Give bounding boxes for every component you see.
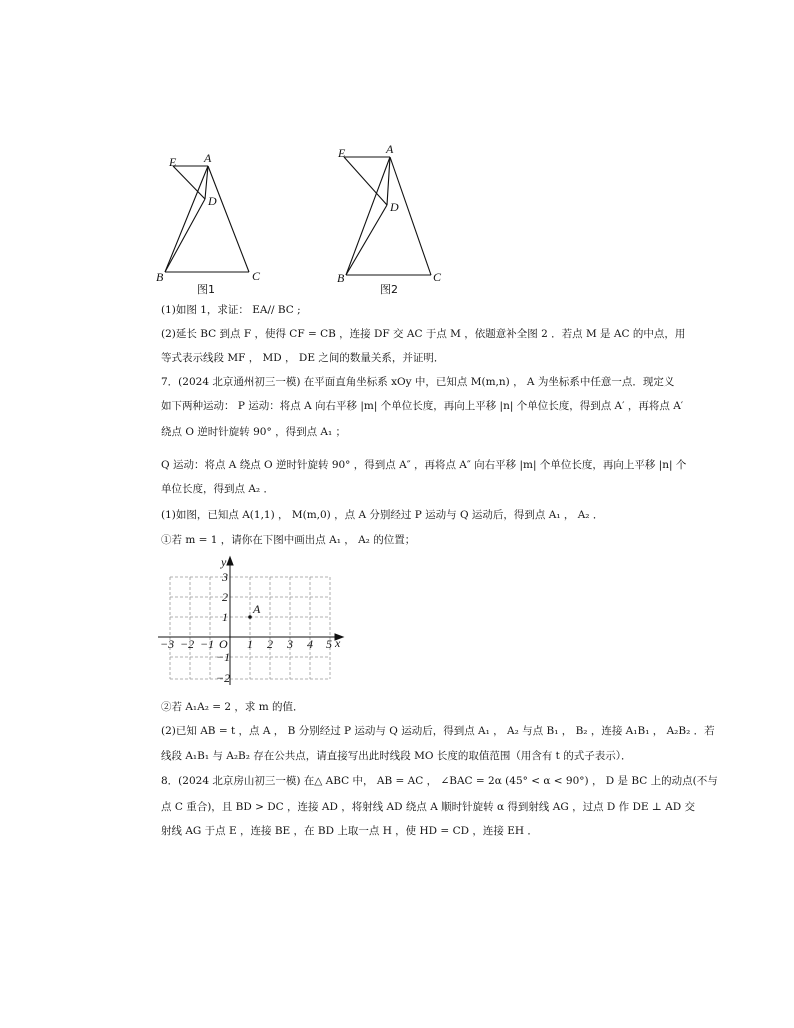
q6-part2-line1: (2)延长 BC 到点 F ，使得 CF = CB ，连接 DF 交 AC 于点 M ，依题意补全图 2 ．若点 M 是 AC 的中点，用 (161, 328, 686, 340)
q7-part1-sub1: ①若 m = 1 ，请你在下图中画出点 A₁ ， A₂ 的位置； (161, 534, 416, 546)
q7-part1: (1)如图，已知点 A(1,1) ， M(m,0) ，点 A 分别经过 P 运动与 Q 运动后，得到点 A₁ ， A₂ ． (161, 509, 604, 521)
y-tick: 2 (222, 590, 228, 604)
q7-q-motion-line2: 单位长度，得到点 A₂ ． (161, 483, 274, 495)
fig2-caption: 图2 (380, 283, 398, 296)
q7-part2-line1: (2)已知 AB = t ，点 A ， B 分别经过 P 运动与 Q 运动后，得到点 A₁ ， A₂ 与点 B₁ ， B₂ ，连接 A₁B₁ ， A₂B₂ ．若 (161, 725, 715, 737)
x-tick: 4 (307, 637, 313, 651)
point-a-label: A (253, 602, 261, 616)
q8-line2: 点 C 重合)，且 BD > DC ，连接 AD ，将射线 AD 绕点 A 顺时针旋转 α 得到射线 AG ，过点 D 作 DE ⊥ AD 交 (161, 801, 695, 813)
q8-line3: 射线 AG 于点 E ，连接 BE ，在 BD 上取一点 H ，使 HD = CD ，连接 EH ． (161, 825, 538, 837)
fig2-label-b: B (337, 271, 345, 285)
fig1-label-c: C (252, 269, 261, 283)
fig1-label-d: D (208, 194, 217, 208)
q7-intro-line1: 7．(2024 北京通州初三一模) 在平面直角坐标系 xOy 中，已知点 M(m,n) ， A 为坐标系中任意一点．现定义 (161, 376, 675, 388)
origin-label: O (219, 637, 228, 651)
q7-q-motion-line1: Q 运动：将点 A 绕点 O 逆时针旋转 90° ，得到点 A″ ，再将点 A″ 向右平移 |m| 个单位长度，再向上平移 |n| 个 (161, 459, 687, 471)
figure-2 (335, 142, 450, 297)
y-axis-label: y (221, 555, 227, 569)
q6-part2-line2: 等式表示线段 MF ， MD ， DE 之间的数量关系，并证明． (161, 352, 445, 364)
x-tick: −3 (160, 637, 175, 651)
fig2-label-a: A (386, 142, 394, 156)
q7-part2-line2: 线段 A₁B₁ 与 A₂B₂ 存在公共点，请直接写出此时线段 MO 长度的取值范围（用含有 t 的式子表示）． (161, 750, 632, 762)
fig1-caption: 图1 (197, 283, 215, 296)
coordinate-grid (155, 553, 350, 688)
x-tick: −2 (180, 637, 195, 651)
x-tick: 3 (287, 637, 293, 651)
x-tick: 5 (326, 637, 332, 651)
fig1-label-a: A (204, 151, 212, 165)
fig2-label-e: E (338, 146, 346, 160)
x-tick: 1 (247, 637, 253, 651)
x-tick: −1 (200, 637, 215, 651)
q7-part1-sub2: ②若 A₁A₂ = 2 ，求 m 的值． (161, 701, 304, 713)
fig1-label-e: E (169, 155, 177, 169)
q6-part1: (1)如图 1，求证： EA// BC ; (161, 304, 301, 316)
q8-line1: 8．(2024 北京房山初三一模) 在△ ABC 中， AB = AC ， ∠BAC = 2α (45° < α < 90°) ， D 是 BC 上的动点(不与 (161, 775, 718, 787)
y-tick: −2 (216, 671, 231, 685)
q7-intro-line3: 绕点 O 逆时针旋转 90° ，得到点 A₁ ； (161, 426, 347, 438)
fig1-label-b: B (156, 270, 164, 284)
q7-intro-line2: 如下两种运动： P 运动：将点 A 向右平移 |m| 个单位长度，再向上平移 |n| 个单位长度，得到点 A′ ，再将点 A′ (161, 400, 684, 412)
figure-1 (156, 150, 275, 296)
y-tick: 3 (222, 570, 228, 584)
fig2-label-c: C (433, 270, 442, 284)
x-axis-label: x (335, 636, 341, 650)
y-tick: 1 (222, 610, 228, 624)
x-tick: 2 (267, 637, 273, 651)
fig2-label-d: D (390, 200, 399, 214)
y-tick: −1 (216, 650, 231, 664)
